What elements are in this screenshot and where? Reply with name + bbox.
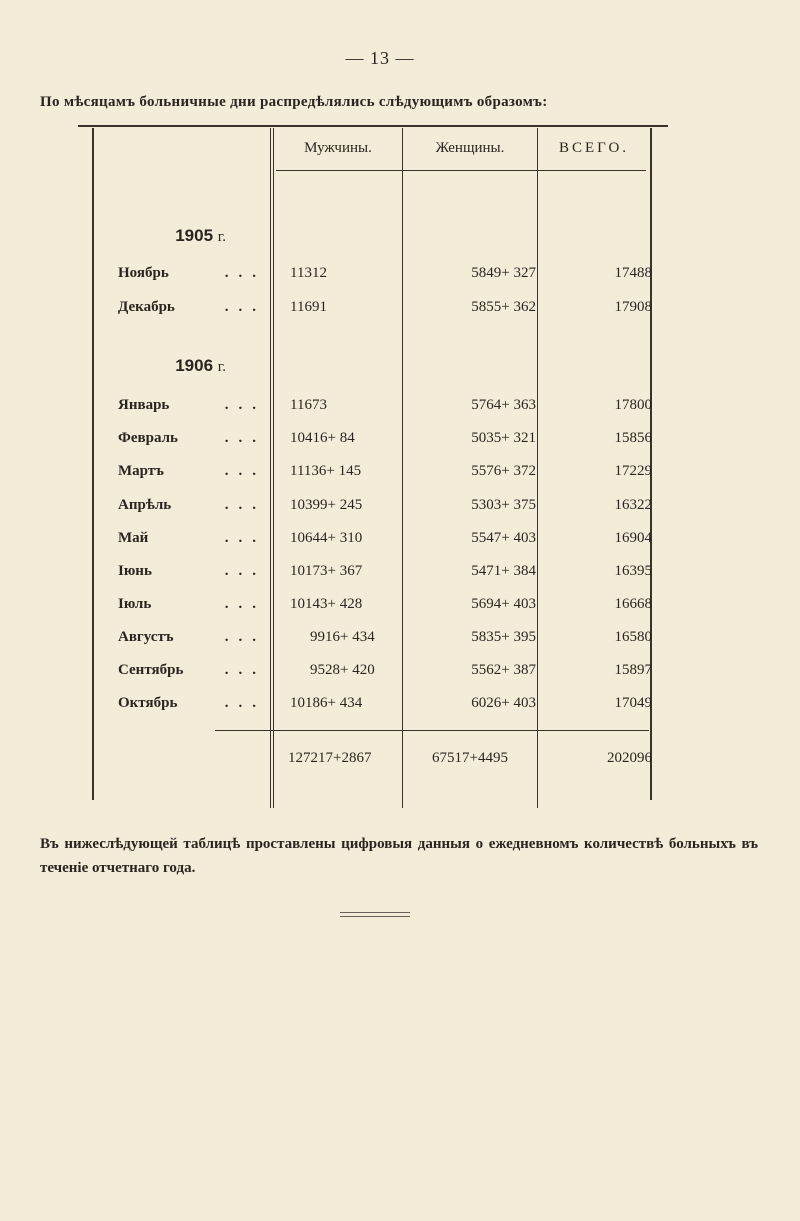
table-top-rule: [78, 125, 668, 127]
men-value: 9528+ 420: [310, 662, 375, 678]
header-women: Женщины.: [435, 140, 505, 156]
totals-rule: [215, 730, 649, 731]
women-value: 5303+ 375: [471, 497, 536, 513]
leader-dots: ...: [224, 497, 266, 513]
month-label: Февраль: [118, 430, 178, 446]
women-value: 5035+ 321: [471, 430, 536, 446]
table-row: [0, 397, 800, 423]
total-value: 17049: [614, 695, 652, 711]
table-row: [0, 299, 800, 325]
men-value: 10143+ 428: [290, 596, 363, 612]
men-value: 10416+ 84: [290, 430, 355, 446]
men-value: 11312: [290, 265, 327, 281]
month-label: Апрѣль: [118, 497, 172, 513]
total-value: 15897: [614, 662, 652, 678]
month-label: Октябрь: [118, 695, 178, 711]
total-value: 15856: [614, 430, 652, 446]
men-value: 9916+ 434: [310, 629, 375, 645]
men-value: 11673: [290, 397, 327, 413]
women-value: 5835+ 395: [471, 629, 536, 645]
total-value: 16904: [614, 530, 652, 546]
header-total: ВСЕГО.: [558, 140, 630, 156]
men-value: 10186+ 434: [290, 695, 363, 711]
month-label: Декабрь: [118, 299, 175, 315]
year-suffix: г.: [217, 359, 226, 375]
table-row: [0, 497, 800, 523]
total-value: 16580: [614, 629, 652, 645]
men-total: 127217+2867: [288, 750, 372, 766]
total-value: 17229: [614, 463, 652, 479]
leader-dots: ...: [224, 397, 266, 413]
total-value: 17488: [614, 265, 652, 281]
year-heading-1905: [96, 226, 226, 246]
men-value: 10644+ 310: [290, 530, 363, 546]
women-value: 5694+ 403: [471, 596, 536, 612]
leader-dots: ...: [224, 629, 266, 645]
women-total: 67517+4495: [432, 750, 508, 766]
women-value: 5576+ 372: [471, 463, 536, 479]
table-row: [0, 530, 800, 556]
total-value: 16668: [614, 596, 652, 612]
leader-dots: ...: [224, 430, 266, 446]
leader-dots: ...: [224, 695, 266, 711]
table-row: [0, 596, 800, 622]
total-value: 16395: [614, 563, 652, 579]
month-label: Іюнь: [118, 563, 152, 579]
table-row: [0, 265, 800, 291]
year-value: 1905: [175, 226, 214, 245]
grand-total: 202096: [607, 750, 652, 766]
month-label: Августъ: [118, 629, 174, 645]
total-value: 17908: [614, 299, 652, 315]
table-row: [0, 563, 800, 589]
table-row: [0, 463, 800, 489]
year-heading-1906: [96, 356, 226, 376]
body-paragraph: Въ нижеслѣдующей таблицѣ проставлены цифровыя данныя о ежедневномъ количествѣ больныхъ въ теченіе отчетнаго года.: [40, 836, 758, 876]
total-value: 16322: [614, 497, 652, 513]
women-value: 6026+ 403: [471, 695, 536, 711]
men-value: 11136+ 145: [290, 463, 362, 479]
month-label: Мартъ: [118, 463, 164, 479]
section-end-rule: [340, 912, 410, 920]
table-row: [0, 430, 800, 456]
table-row: [0, 695, 800, 721]
women-value: 5849+ 327: [471, 265, 536, 281]
leader-dots: ...: [224, 530, 266, 546]
women-value: 5855+ 362: [471, 299, 536, 315]
intro-text: По мѣсяцамъ больничные дни распредѣлялись слѣдующимъ образомъ:: [40, 94, 548, 110]
month-label: Май: [118, 530, 149, 546]
month-label: Сентябрь: [118, 662, 184, 678]
men-value: 10173+ 367: [290, 563, 363, 579]
leader-dots: ...: [224, 463, 266, 479]
men-value: 10399+ 245: [290, 497, 363, 513]
month-label: Январь: [118, 397, 170, 413]
page-number: — 13 —: [345, 48, 415, 68]
leader-dots: ...: [224, 265, 266, 281]
month-label: Ноябрь: [118, 265, 169, 281]
leader-dots: ...: [224, 563, 266, 579]
header-men: Мужчины.: [304, 140, 372, 156]
year-value: 1906: [175, 356, 214, 375]
table-row: [0, 629, 800, 655]
leader-dots: ...: [224, 662, 266, 678]
women-value: 5547+ 403: [471, 530, 536, 546]
header-rule: [276, 170, 646, 171]
total-value: 17800: [614, 397, 652, 413]
men-value: 11691: [290, 299, 327, 315]
leader-dots: ...: [224, 596, 266, 612]
women-value: 5764+ 363: [471, 397, 536, 413]
women-value: 5562+ 387: [471, 662, 536, 678]
year-suffix: г.: [217, 229, 226, 245]
month-label: Іюль: [118, 596, 152, 612]
women-value: 5471+ 384: [471, 563, 536, 579]
table-row: [0, 662, 800, 688]
leader-dots: ...: [224, 299, 266, 315]
